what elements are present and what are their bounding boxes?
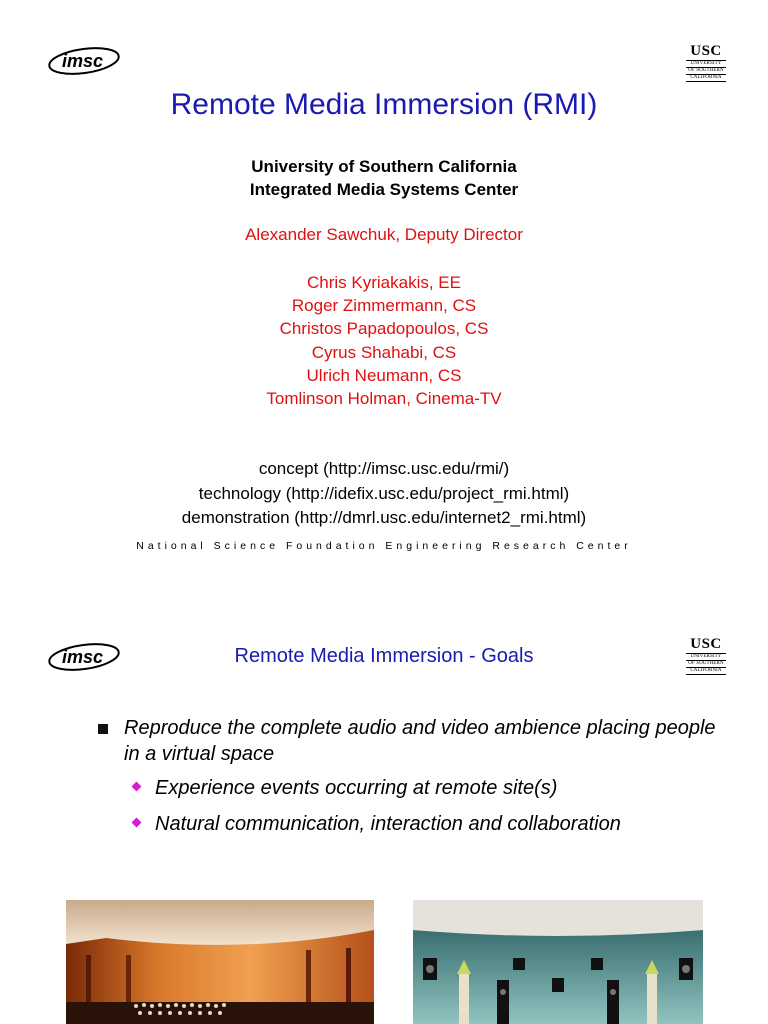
footer-text: National Science Foundation Engineering Research Center [136,540,632,552]
usc-logo-line: OF SOUTHERN [686,68,726,75]
links-list [0,457,768,531]
diamond-bullet-icon [132,818,142,828]
people-list [0,271,768,410]
institution-line: Integrated Media Systems Center [249,180,519,199]
slide-title: Remote Media Immersion (RMI) [170,88,598,121]
imsc-logo-text: imsc [62,51,104,71]
imsc-logo [46,44,122,78]
link-line: technology (http://idefix.usc.edu/project_rmi.html) [198,483,570,503]
subbullet-text: Natural communication, interaction and collaboration [155,813,621,835]
subbullet-item [96,811,716,837]
director-line: Alexander Sawchuk, Deputy Director [245,225,523,244]
square-bullet-icon [98,724,108,734]
imsc-logo-text: imsc [62,647,104,667]
link-line: demonstration (http://dmrl.usc.edu/internet2_rmi.html) [181,508,587,527]
usc-logo-line: OF SOUTHERN [686,661,726,668]
person-line: Ulrich Neumann, CS [306,365,462,385]
usc-logo-text: USC [686,637,726,654]
bullet-item [96,715,716,767]
link-line: concept (http://imsc.usc.edu/rmi/) [258,459,510,478]
person-line: Cyrus Shahabi, CS [311,342,457,362]
usc-logo-text: USC [686,44,726,61]
usc-logo-line: CALIFORNIA [686,668,726,675]
bullet-list [96,715,716,837]
person-line: Christos Papadopoulos, CS [279,319,489,339]
person-line: Chris Kyriakakis, EE [307,273,461,292]
usc-logo [686,44,726,82]
immersive-room-photo [413,900,703,1024]
subbullet-text: Experience events occurring at remote site(s) [155,777,558,799]
person-line: Tomlinson Holman, Cinema-TV [266,389,502,409]
subbullet-item [96,775,716,801]
diamond-bullet-icon [132,782,142,792]
institution-line: University of Southern California [251,157,517,176]
concert-hall-photo [66,900,374,1024]
usc-logo-line: UNIVERSITY [686,654,726,661]
usc-logo-line: UNIVERSITY [686,61,726,68]
person-line: Roger Zimmermann, CS [291,296,477,316]
institution-block [0,155,768,201]
slide-title: Remote Media Immersion - Goals [234,645,534,667]
bullet-text: Reproduce the complete audio and video ambience placing people in a virtual space [124,717,716,765]
slide-2 [0,615,768,1024]
usc-logo-line: CALIFORNIA [686,75,726,82]
